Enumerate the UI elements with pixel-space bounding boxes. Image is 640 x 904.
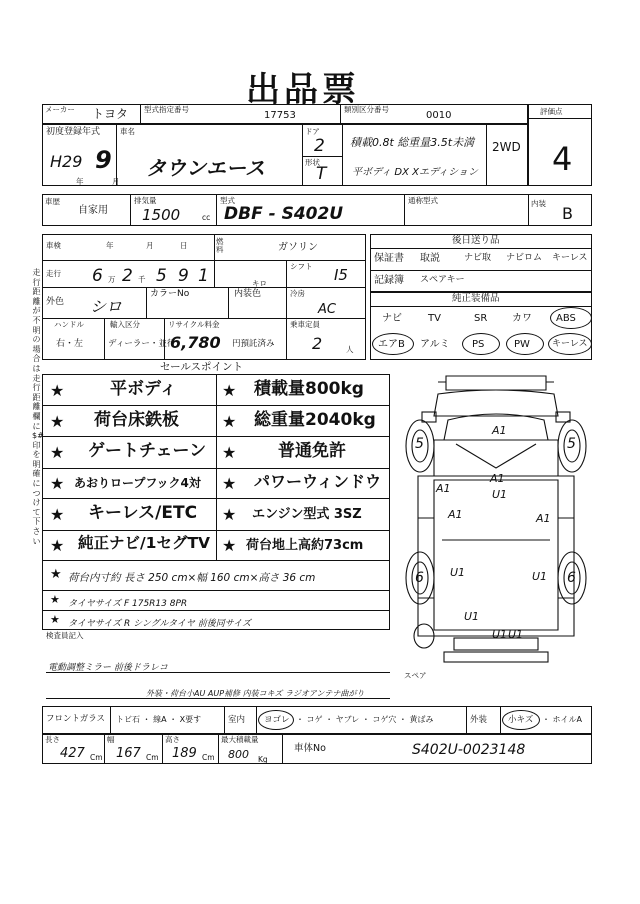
doc-warranty: 保証書 — [374, 253, 404, 264]
car-name: タウンエース — [146, 156, 265, 180]
recycle-value: 6,780 — [170, 333, 221, 352]
year-unit: 年 — [76, 177, 84, 186]
tire-number: 6 — [415, 570, 424, 586]
star-icon: ★ — [50, 412, 65, 431]
car-name-label: 車名 — [120, 127, 135, 136]
first-reg-label: 初度登録年式 — [46, 127, 101, 137]
length-label: 長さ — [45, 735, 60, 744]
equip-tv: TV — [428, 313, 441, 324]
note-line-1: 電動調整ミラー 前後ドラレコ — [48, 663, 168, 673]
grade-value: 4 — [552, 140, 573, 178]
shaken-month: 月 — [146, 241, 154, 250]
equip-airbag: エアB — [378, 339, 405, 350]
sales-point-7: あおりロープフック4対 — [74, 476, 201, 490]
model-value: DBF - S402U — [224, 204, 344, 224]
doc-manual: 取説 — [420, 253, 440, 264]
capacity-value: 2 — [312, 334, 323, 353]
sales-point-11: 純正ナビ/1セグTV — [78, 534, 211, 552]
door-label: ドア — [305, 127, 320, 136]
length-unit: Cm — [90, 753, 103, 762]
displacement-label: 排気量 — [134, 196, 157, 205]
recycle-label: リサイクル料金 — [168, 320, 220, 329]
shape-label: 形状 — [305, 158, 320, 167]
doc-navi-manual: ナビ取 — [464, 253, 492, 263]
class-no-value: 0010 — [426, 110, 452, 121]
star-icon: ★ — [50, 567, 62, 582]
tire-rear: タイヤサイズ R シングルタイヤ 前後同サイズ — [68, 619, 252, 629]
interior-options: ・ コゲ ・ ヤブレ ・ コゲ穴 ・ 黄ばみ — [296, 715, 434, 724]
equip-ps: PS — [472, 339, 485, 350]
tire-number: 5 — [415, 436, 424, 452]
shape-value: T — [316, 164, 327, 184]
star-icon: ★ — [50, 593, 60, 606]
equip-abs: ABS — [556, 313, 576, 324]
door-value: 2 — [314, 136, 325, 156]
damage-mark: A1 — [492, 424, 507, 437]
damage-mark: A1 — [448, 508, 463, 521]
use-label: 車歴 — [45, 197, 60, 206]
star-icon: ★ — [222, 505, 237, 524]
cc-unit: cc — [202, 213, 211, 222]
sales-point-2: 積載量800kg — [254, 379, 364, 399]
star-icon: ★ — [50, 474, 65, 493]
month-unit: 月 — [112, 177, 120, 186]
recycle-note: 円預託済み — [232, 339, 275, 349]
inspector-label: 検査員記入 — [46, 631, 84, 640]
equip-navi: ナビ — [382, 313, 402, 324]
load-value: 800 — [228, 748, 249, 761]
doc-spare-key: スペアキー — [420, 275, 465, 285]
interior-cond-label: 室内 — [228, 715, 246, 725]
doc-navi-rom: ナビロム — [506, 253, 543, 263]
note-line-2: 外装・荷台小AU AUP補修 内装コキズ ラジオアンテナ曲がり — [146, 689, 365, 698]
sales-point-1: 平ボディ — [110, 379, 177, 399]
equip-keyless: キーレス — [552, 339, 588, 349]
handle-label: ハンドル — [54, 320, 84, 329]
equip-alloy: アルミ — [420, 339, 450, 350]
common-model-label: 通称型式 — [408, 196, 438, 205]
sales-header: セールスポイント — [160, 361, 244, 373]
grade-label: 評価点 — [540, 107, 563, 116]
star-icon: ★ — [50, 613, 60, 626]
maker-label: メーカー — [45, 105, 75, 114]
star-icon: ★ — [222, 443, 237, 462]
equipment-header: 純正装備品 — [452, 293, 500, 304]
documents-header: 後日送り品 — [452, 235, 500, 246]
exterior-scratch: 小キズ — [508, 715, 534, 725]
interior-grade: B — [562, 204, 573, 223]
type-no-label: 型式指定番号 — [144, 105, 189, 114]
class-no-label: 類別区分番号 — [344, 105, 389, 114]
spare-label: スペア — [404, 671, 427, 680]
damage-mark: U1 — [508, 628, 524, 641]
equip-leather: カワ — [512, 313, 532, 324]
fuel-label: 燃料 — [216, 237, 224, 254]
vin-value: S402U-0023148 — [412, 742, 526, 758]
sales-point-3: 荷台床鉄板 — [94, 410, 179, 430]
damage-mark: A1 — [436, 482, 451, 495]
drive-type: 2WD — [492, 140, 521, 154]
mileage-man: 万 — [108, 275, 116, 284]
type-no-value: 17753 — [264, 110, 296, 121]
sales-point-4: 総重量2040kg — [254, 410, 376, 430]
height-value: 189 — [172, 746, 197, 761]
import-value: ディーラー・並行 — [108, 339, 176, 349]
star-icon: ★ — [50, 443, 65, 462]
sales-point-6: 普通免許 — [278, 441, 346, 461]
tire-number: 6 — [567, 570, 576, 586]
shaken-day: 日 — [180, 241, 188, 250]
interior-label: 内装 — [531, 199, 546, 208]
load-unit: Kg — [258, 755, 268, 764]
star-icon: ★ — [50, 505, 65, 524]
mileage-digit-1: 6 — [92, 266, 103, 286]
star-icon: ★ — [50, 381, 65, 400]
displacement-value: 1500 — [142, 206, 181, 224]
int-color-label: 内装色 — [234, 289, 262, 299]
tire-front: タイヤサイズ F 175R13 8PR — [68, 599, 188, 609]
capacity-label: 乗車定員 — [290, 320, 320, 329]
damage-mark: U1 — [492, 628, 508, 641]
use-value: 自家用 — [78, 205, 108, 216]
interior-dirt: ヨゴレ — [264, 715, 290, 725]
load-label: 最大積載量 — [221, 735, 259, 744]
sales-point-10: エンジン型式 3SZ — [252, 507, 362, 522]
spec-line2: 平ボディ DX Xエディション — [352, 167, 478, 178]
model-label: 型式 — [220, 196, 235, 205]
doc-keyless: キーレス — [552, 253, 588, 263]
reg-month: 9 — [95, 146, 112, 174]
side-note: 走行距離が不明の場合は走行距離欄に$#印を明確につけて下さい — [32, 268, 44, 546]
damage-mark: U1 — [492, 488, 508, 501]
shaken-year: 年 — [106, 241, 114, 250]
fuel-value: ガソリン — [278, 242, 318, 253]
equip-sr: SR — [474, 313, 488, 324]
ext-color-label: 外色 — [46, 297, 65, 307]
cargo-dimensions: 荷台内寸約 長さ 250 cm×幅 160 cm×高さ 36 cm — [68, 572, 316, 584]
mileage-digit-2: 2 — [122, 266, 133, 286]
ac-label: 冷房 — [290, 289, 305, 298]
mileage-label: 走行 — [46, 269, 61, 278]
handle-value: 右・左 — [56, 339, 84, 349]
maker-value: トヨタ — [92, 107, 129, 121]
damage-mark: U1 — [532, 570, 548, 583]
damage-mark: U1 — [450, 566, 466, 579]
ext-color-value: シロ — [90, 297, 123, 316]
star-icon: ★ — [222, 381, 237, 400]
exterior-options: ・ ホイルA — [542, 715, 583, 724]
star-icon: ★ — [222, 412, 237, 431]
glass-label: フロントガラス — [46, 714, 105, 724]
ac-value: AC — [318, 302, 336, 317]
length-value: 427 — [60, 746, 85, 761]
star-icon: ★ — [222, 536, 237, 555]
sales-point-8: パワーウィンドウ — [254, 472, 382, 491]
shift-value: I5 — [334, 266, 348, 284]
sales-point-9: キーレス/ETC — [88, 503, 198, 523]
mileage-digit-5: 1 — [198, 266, 209, 286]
width-unit: Cm — [146, 753, 159, 762]
width-value: 167 — [116, 746, 141, 761]
mileage-digit-3: 5 — [156, 266, 167, 286]
spec-line1: 積載0.8t 総重量3.5t未満 — [350, 136, 475, 149]
mileage-digit-4: 9 — [178, 266, 189, 286]
exterior-label: 外装 — [470, 715, 488, 725]
glass-options: トビ石 ・ 線A ・ X要す — [116, 715, 202, 724]
sales-point-12: 荷台地上高約73cm — [246, 538, 364, 553]
mileage-km: キロ — [252, 279, 267, 288]
sales-point-5: ゲートチェーン — [88, 441, 207, 461]
damage-mark: A1 — [536, 512, 551, 525]
mileage-sen: 千 — [138, 275, 146, 284]
shift-label: シフト — [290, 262, 313, 271]
star-icon: ★ — [50, 536, 65, 555]
import-label: 輸入区分 — [110, 320, 140, 329]
person-unit: 人 — [346, 345, 354, 354]
shaken-label: 車検 — [46, 241, 61, 250]
equip-pw: PW — [514, 339, 530, 350]
vin-label: 車体No — [294, 743, 326, 754]
height-label: 高さ — [165, 735, 180, 744]
tire-number: 5 — [567, 436, 576, 452]
star-icon: ★ — [222, 474, 237, 493]
page-title: 出品票 — [246, 70, 360, 110]
damage-mark: A1 — [490, 472, 505, 485]
color-no-label: カラーNo — [150, 289, 190, 299]
damage-mark: U1 — [464, 610, 480, 623]
doc-record-book: 記録簿 — [374, 275, 404, 286]
height-unit: Cm — [202, 753, 215, 762]
width-label: 幅 — [107, 735, 115, 744]
era-year: H29 — [50, 152, 83, 171]
